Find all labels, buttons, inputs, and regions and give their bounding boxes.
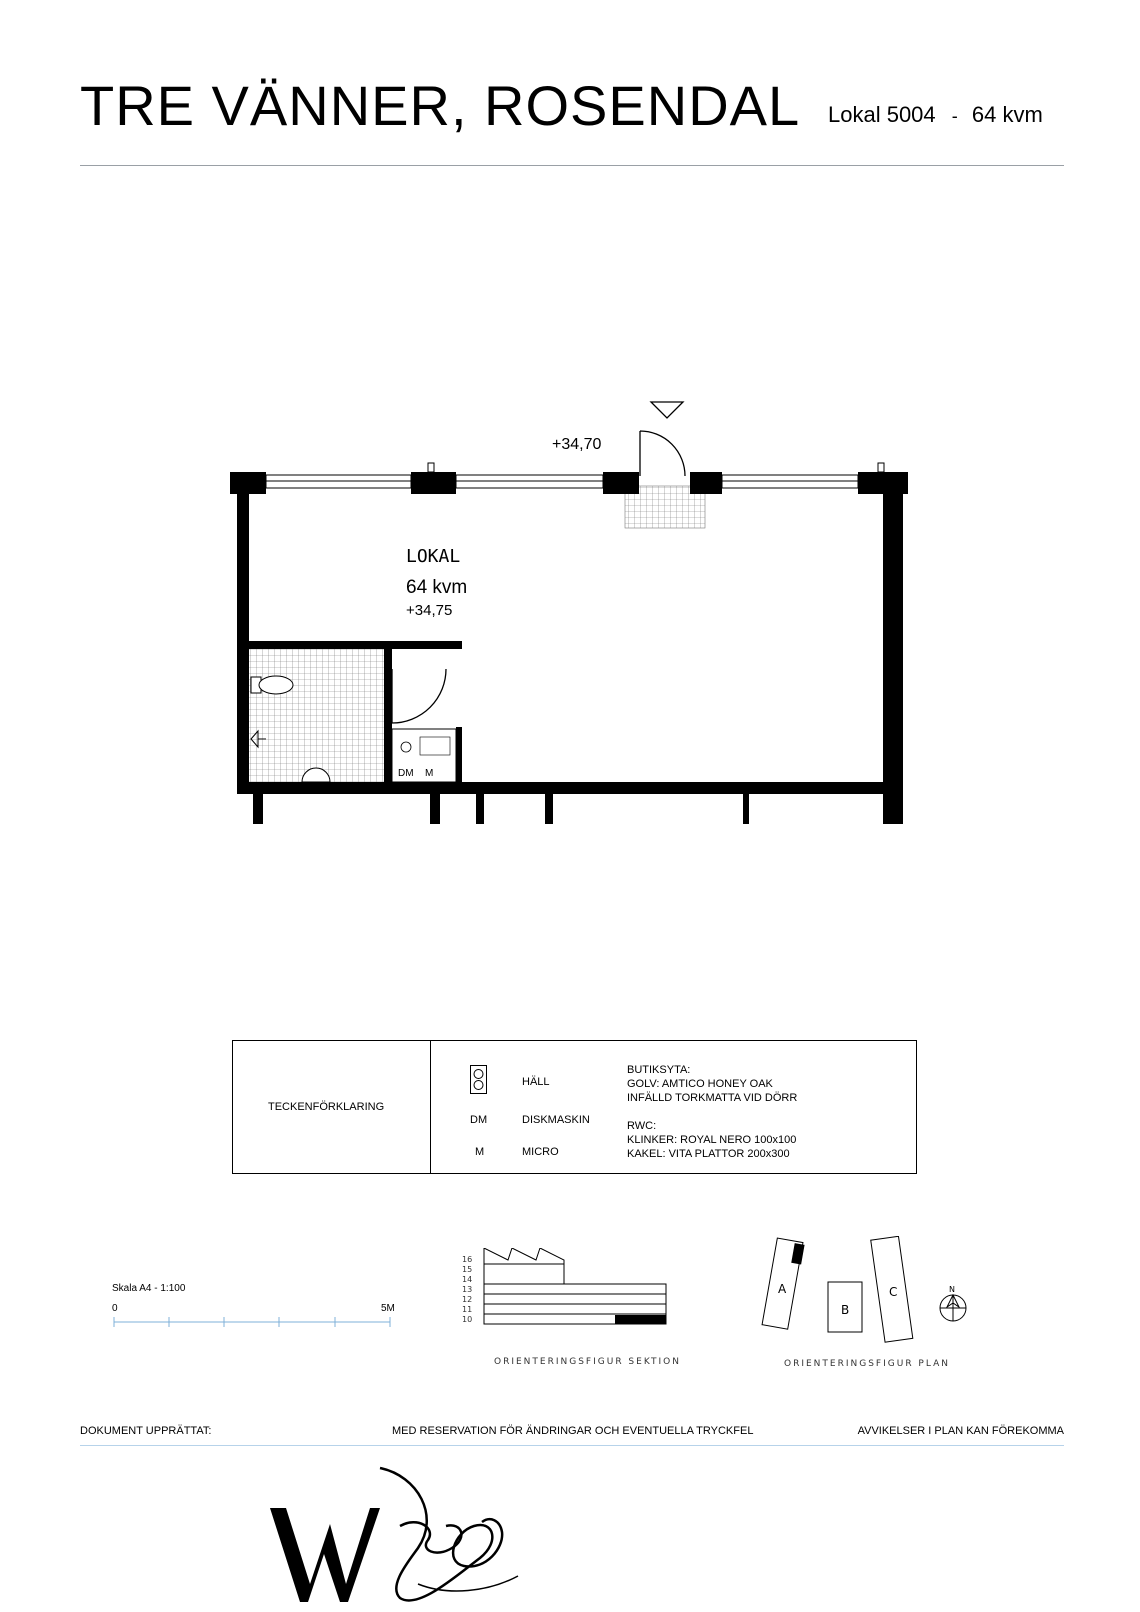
floor-label: 14 [462, 1275, 473, 1284]
svg-text:B: B [841, 1303, 850, 1317]
north-label: N [949, 1285, 955, 1294]
scale-label: Skala A4 - 1:100 [112, 1283, 186, 1294]
orientation-plan-diagram [760, 1236, 970, 1351]
entrance-level: +34,70 [552, 436, 602, 453]
room-area: 64 kvm [406, 577, 468, 598]
header-divider [80, 165, 1064, 166]
highlighted-unit [615, 1315, 666, 1324]
plan-caption: ORIENTERINGSFIGUR PLAN [784, 1359, 950, 1369]
footer-divider [80, 1445, 1064, 1446]
legend-symbol-m: M [475, 1146, 485, 1158]
floor-label: 13 [462, 1285, 473, 1294]
scale-bar [112, 1316, 394, 1328]
unit-label: Lokal 5004 [828, 102, 936, 127]
room-level: +34,75 [406, 602, 453, 619]
window [266, 475, 858, 488]
wc-floor-tiles [249, 649, 384, 782]
entrance-marker-icon [651, 402, 683, 418]
legend-item-hall: HÄLL [522, 1076, 550, 1088]
toilet-icon [251, 676, 293, 694]
unit-separator: - [951, 106, 958, 126]
footer-center: MED RESERVATION FÖR ÄNDRINGAR OCH EVENTUELLA TRYCKFEL [392, 1425, 754, 1437]
legend-notes-rwc: RWC: KLINKER: ROYAL NERO 100x100 KAKEL: VITA PLATTOR 200x300 [627, 1120, 797, 1160]
room-name: LOKAL [406, 546, 461, 567]
appliance-dm: DM [398, 768, 414, 779]
floor-label: 10 [462, 1315, 473, 1324]
orientation-section-diagram [460, 1248, 672, 1348]
legend-item-diskmaskin: DISKMASKIN [522, 1114, 590, 1126]
section-caption: ORIENTERINGSFIGUR SEKTION [494, 1357, 681, 1367]
entrance-door-swing [640, 431, 685, 476]
floor-label: 11 [462, 1305, 473, 1314]
floor-label: 15 [462, 1265, 473, 1274]
floor-plan [220, 385, 920, 825]
legend-left-border [232, 1041, 233, 1173]
footer-right: AVVIKELSER I PLAN KAN FÖREKOMMA [857, 1425, 1064, 1437]
legend-box [232, 1040, 917, 1174]
scale-start: 0 [112, 1303, 118, 1314]
north-arrow-icon [940, 1295, 966, 1321]
cooktop-icon [470, 1065, 488, 1095]
legend-divider [430, 1041, 431, 1173]
legend-notes-shop: BUTIKSYTA: GOLV: AMTICO HONEY OAK INFÄLLD TORKMATTA VID DÖRR [627, 1064, 798, 1104]
unit-area: 64 kvm [971, 102, 1043, 127]
legend-heading: TECKENFÖRKLARING [268, 1101, 385, 1113]
svg-text:A: A [778, 1282, 787, 1296]
appliance-m: M [425, 768, 434, 779]
document-title: TRE VÄNNER, ROSENDAL [80, 74, 801, 137]
floor-label: 16 [462, 1255, 473, 1264]
svg-text:C: C [889, 1285, 898, 1299]
legend-symbol-dm: DM [470, 1114, 488, 1126]
scale-end: 5M [381, 1303, 395, 1314]
footer-left: DOKUMENT UPPRÄTTAT: [80, 1425, 212, 1437]
legend-item-micro: MICRO [522, 1146, 559, 1158]
wc-door-swing [392, 669, 446, 723]
unit-info [828, 102, 1043, 128]
floor-label: 12 [462, 1295, 473, 1304]
company-logo [268, 1466, 538, 1606]
